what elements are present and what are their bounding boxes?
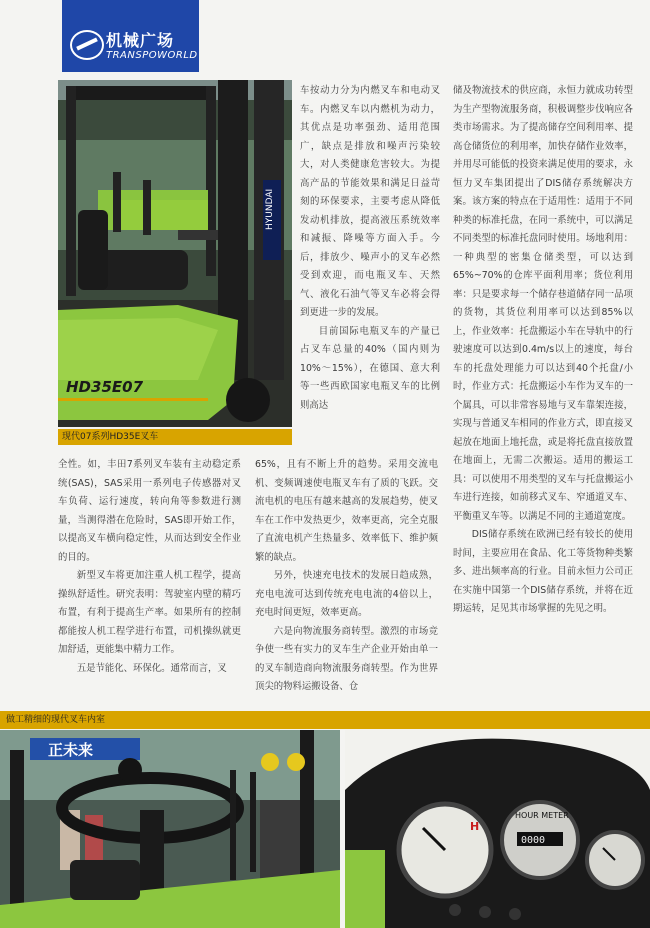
model-plate-text: HD35E07 — [66, 378, 143, 396]
paragraph: 五是节能化、环保化。通常而言，叉 — [76, 662, 227, 674]
gauge-cluster-photo — [345, 730, 650, 928]
hour-meter-label: HOUR METER — [515, 811, 569, 820]
paragraph: 另外，快速充电技术的发展日趋成熟，充电电流可达到传统充电电流的4倍以上，充电时间更短，效率更高。 — [255, 570, 438, 618]
text-column-middle-top — [300, 82, 440, 415]
cab-interior-photo — [0, 730, 340, 928]
section-bar-title: 做工精细的现代叉车内室 — [6, 715, 106, 725]
paragraph: 新型叉车将更加注重人机工程学，提高操纵舒适性。研究表明：驾驶室内壁的精巧布置，有利于提高生产率。如果所有的控制都能按人机工程学进行布置，司机操纵就更加舒适，更能集中精力工作。 — [58, 570, 241, 655]
paragraph: 储及物流技术的供应商，永恒力就成功转型为生产型物流服务商，积极调整步伐响应各类市场需求。为了提高储存空间利用率、提高仓储货位的利用率，加快存储作业效率，并用尽可能低的投资来满足使用的要求，永恒力叉车集团提出了DIS储存系统解决方案。该方案的特点在于适用性：适用于不同种类的标准托盘，在同一系统中，可以满足不同类型的标准托盘同时使用。场地利用：一种典型的密集仓储类型，可以达到65%~70%的仓库平面利用率；货位利用率：只是要求每一个储存巷道储存同一品项的货物，其货位利用率可以达到85%以上，作业效率：托盘搬运小车在导轨中的行驶速度可以达到0.4m/s以上的速度，每台车的托盘处理能力可以达到40个托盘/小时，作业方式：托盘搬运小车作为叉车的一个属具，可以非常容易地与叉车靠架连接，实现与普通叉车相同的作业方式，即直接叉起放在地面上地托盘，或是将托盘直接放置在地面上，无需二次搬运。适用的搬运工具：可以使用不用类型的叉车与托盘搬运小车进行连接，如前移式叉车、窄通道叉车、平衡重叉车等。以满足不同的主通道宽度。 — [453, 85, 633, 522]
text-column-left — [58, 456, 241, 678]
paragraph: 六是向物流服务商转型。激烈的市场竞争使一些有实力的叉车生产企业开始由单一的叉车制造商向物流服务商转型。作为世界顶尖的物料运搬设备、仓 — [255, 625, 438, 692]
booth-sign-text: 正未来 — [48, 741, 94, 759]
magazine-logo — [62, 0, 199, 72]
logo-title-cn: 机械广场 — [106, 31, 175, 50]
paragraph: 65%，且有不断上升的趋势。采用交流电机、变频调速使电瓶叉车有了质的飞跃。交流电机的电压有越来越高的发展趋势，使叉车在工作中发热更少，效率更高，完全克服了直流电机产生热量多、效率低下、维护频繁的缺点。 — [255, 459, 438, 563]
logo-mark-icon — [70, 30, 104, 60]
forklift-photo — [58, 80, 292, 427]
temp-gauge-hot-label: H — [470, 820, 480, 833]
paragraph: 全性。如，丰田7系列叉车装有主动稳定系统(SAS)，SAS采用一系列电子传感器对叉车负荷、运行速度，转向角等参数进行测量，当测得潜在危险时，SAS即开始工作，以提高叉车横向稳定性，从而达到安全作业的目的。 — [58, 459, 241, 563]
paragraph: 目前国际电瓶叉车的产量已占叉车总量的40%（国内则为10%～15%），在德国、意大利等一些西欧国家电瓶叉车的比例则高达 — [300, 325, 440, 411]
paragraph: 车按动力分为内燃叉车和电动叉车。内燃叉车以内燃机为动力，其优点是功率强劲、适用范围广，缺点是排放和噪声污染较大，对人类健康危害较大。为提高产品的节能效果和满足日益苛刻的环保要求，主要考虑从降低发动机排放，提高液压系统效率和减振、降噪等方面入手。今后，排放少、噪声小的叉车必然受到欢迎，而电瓶叉车、天然气、液化石油气等叉车必将会得到更进一步的发展。 — [300, 85, 440, 318]
mast-brand-label: HYUNDAI — [265, 188, 275, 230]
hour-meter-value: 0000 — [521, 835, 546, 846]
logo-title-en: TRANSPOWORLD — [106, 50, 198, 61]
text-column-right — [453, 82, 633, 619]
paragraph: DIS储存系统在欧洲已经有较长的使用时间，主要应用在食品、化工等货物种类繁多、进出频率高的行业。目前永恒力公司正在实施中国第一个DIS储存系统，并将在近期运转，足见其市场掌握的先见之明。 — [453, 529, 633, 614]
text-column-middle-bottom — [255, 456, 438, 697]
photo-caption: 现代07系列HD35E叉车 — [58, 429, 292, 445]
